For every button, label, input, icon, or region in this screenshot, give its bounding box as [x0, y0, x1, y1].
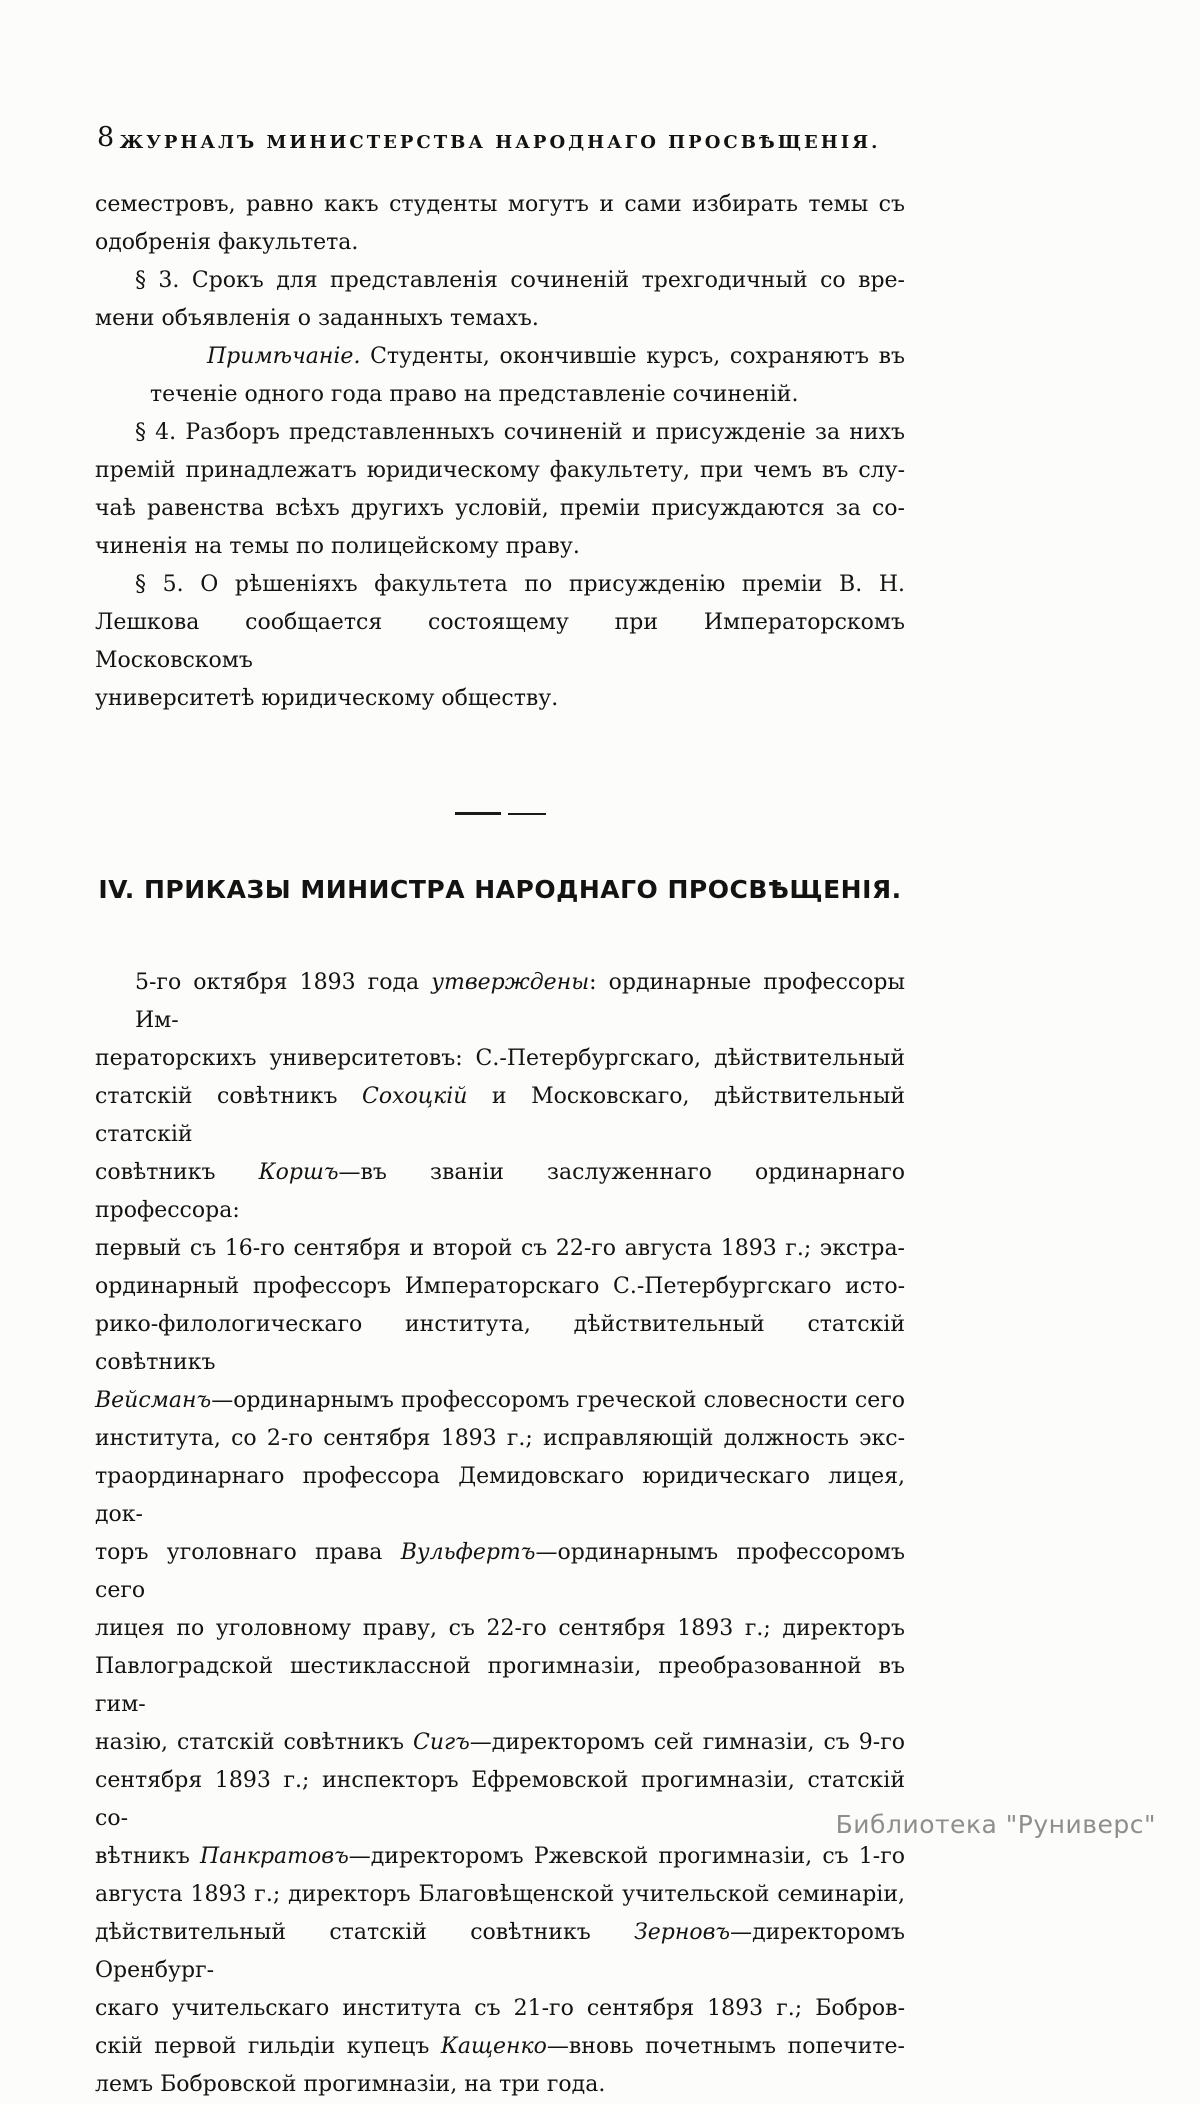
statute-line [95, 680, 905, 718]
text-run: совѣтникъ [95, 1160, 259, 1185]
italic-emphasis: Сигъ [412, 1730, 470, 1755]
text-run: первый съ 16-го сентября и второй съ 22-го августа 1893 г.; экстра- [95, 1236, 905, 1261]
statute-line [95, 566, 905, 604]
running-title: ЖУРНАЛЪ МИНИСТЕРСТВА НАРОДНАГО ПРОСВѢЩЕНІЯ. [119, 132, 881, 153]
italic-emphasis: Панкратовъ [200, 1844, 349, 1869]
statute-line [95, 490, 905, 528]
text-run: § 4. Разборъ представленныхъ сочиненій и присужденіе за нихъ [135, 420, 905, 445]
orders-line [95, 1420, 905, 1458]
text-run: дѣйствительный статскій совѣтникъ [95, 1920, 635, 1945]
text-run: траординарнаго профессора Демидовскаго юридическаго лицея, док- [95, 1464, 905, 1527]
orders-line [95, 1876, 905, 1914]
text-run: назію, статскій совѣтникъ [95, 1730, 413, 1755]
text-run: § 5. О рѣшеніяхъ факультета по присужденію преміи В. Н. [135, 572, 905, 597]
orders-line [95, 2028, 905, 2066]
orders-line [95, 1040, 905, 1078]
italic-emphasis: утверждены [431, 970, 590, 995]
orders-line [95, 1230, 905, 1268]
orders-line [95, 1990, 905, 2028]
text-run: института, со 2-го сентября 1893 г.; исправляющій должность экс- [95, 1426, 905, 1451]
statute-line [95, 528, 905, 566]
text-run: одобренія факультета. [95, 230, 359, 255]
text-run: семестровъ, равно какъ студенты могутъ и сами избирать темы съ [95, 192, 905, 217]
orders-line [95, 1648, 905, 1724]
orders-line [95, 1306, 905, 1382]
orders-line [95, 1724, 905, 1762]
text-run: —вновь почетнымъ попечите- [546, 2034, 905, 2059]
orders-line [95, 1914, 905, 1990]
italic-emphasis: Кащенко [440, 2034, 547, 2059]
text-run: Студенты, окончившіе курсъ, сохраняютъ въ [360, 344, 905, 369]
text-run: ператорскихъ университетовъ: С.-Петербургскаго, дѣйствительный [95, 1046, 905, 1071]
statute-line [95, 376, 905, 414]
text-run: вѣтникъ [95, 1844, 201, 1869]
section-divider [95, 812, 905, 815]
text-run: университетѣ юридическому обществу. [95, 686, 559, 711]
text-run: —въ званіи заслуженнаго ординарнаго профессора: [95, 1160, 905, 1223]
orders-line [95, 1610, 905, 1648]
statute-text-block [95, 186, 905, 718]
italic-emphasis: Вульфертъ [400, 1540, 536, 1565]
orders-line [95, 964, 905, 1040]
text-run: —директоромъ Ржевской прогимназіи, съ 1-го [348, 1844, 905, 1869]
orders-line [95, 1838, 905, 1876]
text-run: скаго учительскаго института съ 21-го сентября 1893 г.; Бобров- [95, 1996, 905, 2021]
text-run: скій первой гильдіи купецъ [95, 2034, 441, 2059]
text-run: ординарный профессоръ Императорскаго С.-Петербургскаго исто- [95, 1274, 905, 1299]
italic-emphasis: Коршъ [258, 1160, 339, 1185]
text-run: августа 1893 г.; директоръ Благовѣщенской учительской семинаріи, [95, 1882, 905, 1907]
page-number: 8 [97, 122, 115, 153]
statute-line [95, 452, 905, 490]
text-run: и Московскаго, дѣйствительный статскій [95, 1084, 905, 1147]
statute-line [95, 414, 905, 452]
divider-rule-segment [508, 813, 546, 815]
text-run: рико-филологическаго института, дѣйствительный статскій совѣтникъ [95, 1312, 905, 1375]
statute-line [95, 186, 905, 224]
text-run: мени объявленія о заданныхъ темахъ. [95, 306, 539, 331]
statute-line [95, 300, 905, 338]
orders-line [95, 1382, 905, 1420]
orders-line [95, 1078, 905, 1154]
orders-text-block [95, 964, 905, 2104]
orders-line [95, 1534, 905, 1610]
text-run: Лешкова сообщается состоящему при Императорскомъ Московскомъ [95, 610, 905, 673]
text-run: лицея по уголовному праву, съ 22-го сентября 1893 г.; директоръ [95, 1616, 905, 1641]
text-run: лемъ Бобровской прогимназіи, на три года. [95, 2072, 606, 2097]
text-run: сентября 1893 г.; инспекторъ Ефремовской прогимназіи, статскій со- [95, 1768, 905, 1831]
text-run: премій принадлежатъ юридическому факультету, при чемъ въ слу- [95, 458, 905, 483]
text-run: чиненія на темы по полицейскому праву. [95, 534, 580, 559]
text-run: —ординарнымъ профессоромъ сего [95, 1540, 906, 1603]
italic-emphasis: Зерновъ [634, 1920, 731, 1945]
statute-line [95, 224, 905, 262]
statute-line [95, 604, 905, 680]
orders-line [95, 1268, 905, 1306]
statute-line [95, 338, 905, 376]
italic-emphasis: Вейсманъ [95, 1388, 212, 1413]
section-heading: IV. ПРИКАЗЫ МИНИСТРА НАРОДНАГО ПРОСВѢЩЕНІЯ. [98, 875, 902, 904]
text-run: торъ уголовнаго права [95, 1540, 401, 1565]
orders-line [95, 1154, 905, 1230]
orders-line [95, 2066, 905, 2104]
text-run: чаѣ равенства всѣхъ другихъ условій, преміи присуждаются за со- [95, 496, 905, 521]
text-run: —директоромъ сей гимназіи, съ 9-го [469, 1730, 906, 1755]
text-run: Павлоградской шестиклассной прогимназіи, преобразованной въ гим- [95, 1654, 905, 1717]
library-watermark: Библиотека "Руниверс" [835, 1810, 1156, 1839]
text-run: 5-го октября 1893 года [135, 970, 432, 995]
italic-emphasis: Примѣчаніе. [207, 344, 361, 369]
text-run: теченіе одного года право на представленіе сочиненій. [150, 382, 799, 407]
page-header [95, 0, 905, 160]
text-run: § 3. Срокъ для представленія сочиненій трехгодичный со вре- [135, 268, 905, 293]
text-run: —директоромъ Оренбург- [95, 1920, 905, 1983]
orders-line [95, 1458, 905, 1534]
text-run: : ординарные профессоры Им- [135, 970, 905, 1033]
statute-line [95, 262, 905, 300]
divider-rule-segment [455, 812, 501, 815]
orders-line [95, 1762, 905, 1838]
italic-emphasis: Сохоцкій [362, 1084, 468, 1109]
text-run: статскій совѣтникъ [95, 1084, 362, 1109]
text-run: —ординарнымъ профессоромъ греческой словесности сего [211, 1388, 906, 1413]
text-column [95, 0, 905, 2104]
